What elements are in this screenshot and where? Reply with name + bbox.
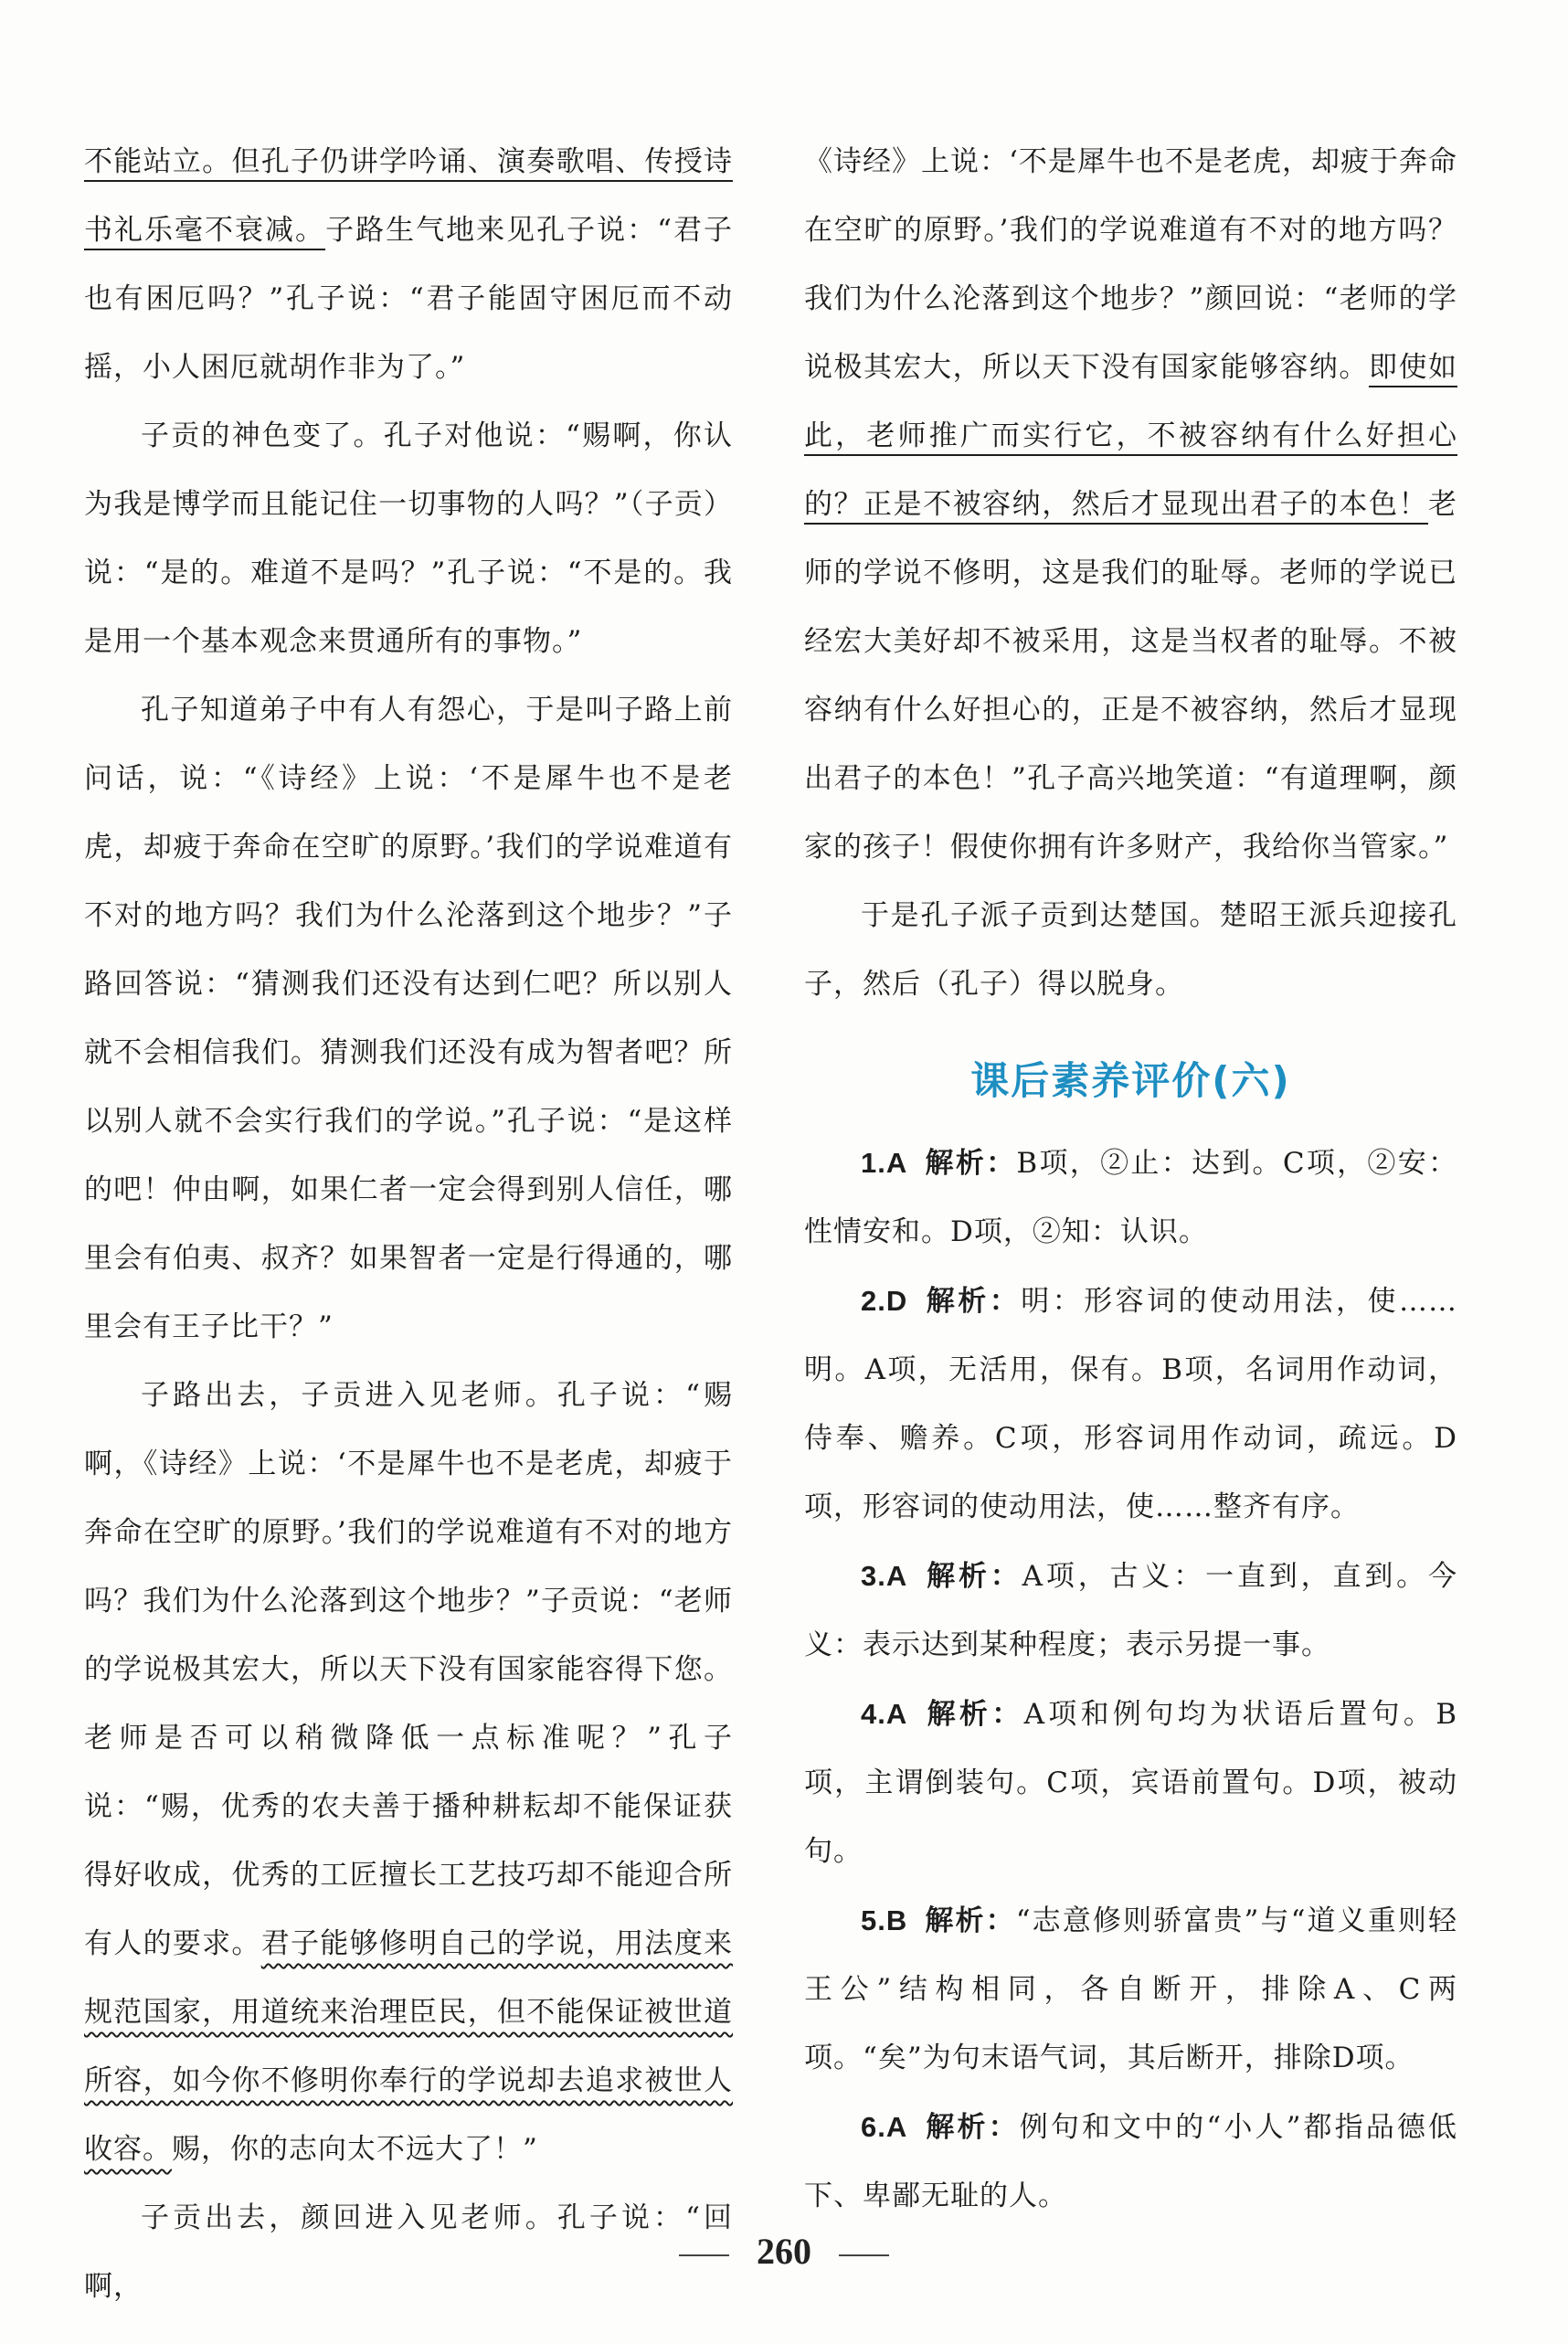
analysis-label: 解析： [924,2111,1020,2144]
answer-item [804,1886,1457,2093]
left-paragraph-3: 孔子知道弟子中有人有怨心，于是叫子路上前问话，说：“《诗经》上说：‘不是犀牛也不是老虎，却疲于奔命在空旷的原野。’我们的学说难道有不对的地方吗？我们为什么沦落到这个地步？”子路回答说：“猜测我们还没有达到仁吧？所以别人就不会相信我们。猜测我们还没有成为智者吧？所以别人就不会实行我们的学说。”孔子说：“是这样的吧！仲由啊，如果仁者一定会得到别人信任，哪里会有伯夷、叔齐？如果智者一定是行得通的，哪里会有王子比干？” [84,694,733,1343]
answer-text: A项和例句均为状语后置句。B项，主谓倒装句。C项，宾语前置句。D项，被动句。 [804,1698,1457,1868]
answer-item [804,1267,1457,1542]
paragraph-text: 《诗经》上说：‘不是犀牛也不是老虎，却疲于奔命在空旷的原野。’我们的学说难道有不对的地方吗？我们为什么沦落到这个地步？”颜回说：“老师的学说极其宏大，所以天下没有国家能够容纳。 [804,145,1457,384]
left-column [84,128,733,2321]
answer-item [804,1542,1457,1680]
answer-number: 2.D [861,1285,908,1317]
answer-item [804,2093,1457,2231]
left-paragraph-1 [84,128,733,402]
answer-number: 1.A [861,1147,908,1179]
answer-number: 4.A [861,1698,908,1730]
paragraph-text: 子路出去，子贡进入见老师。孔子说：“赐啊，《诗经》上说：‘不是犀牛也不是老虎，却疲于奔命在空旷的原野。’我们的学说难道有不对的地方吗？我们为什么沦落到这个地步？”子贡说：“老师的学说极其宏大，所以天下没有国家能容得下您。老师是否可以稍微降低一点标准呢？”孔子说：“赐，优秀的农夫善于播种耕耘却不能保证获得好收成，优秀的工匠擅长工艺技巧却不能迎合所有人的要求。 [84,1379,733,1960]
answer-list [804,1129,1457,2231]
analysis-label: 解析： [924,1285,1022,1318]
answer-number: 6.A [861,2111,908,2143]
answer-text: A项，古义：一直到，直到。今义：表示达到某种程度；表示另提一事。 [804,1560,1458,1661]
answer-item [804,1680,1457,1886]
answer-text: B项，②止：达到。C项，②安：性情安和。D项，②知：认识。 [804,1147,1458,1248]
page-number: 260 [757,2231,811,2272]
footer-dash-left [679,2254,729,2256]
analysis-label: 解析： [924,1560,1022,1593]
right-paragraph-1 [804,128,1457,882]
paragraph-text: 老师的学说不修明，这是我们的耻辱。老师的学说已经宏大美好却不被采用，这是当权者的耻辱。不被容纳有什么好担心的，正是不被容纳，然后才显现出君子的本色！”孔子高兴地笑道：“有道理啊，颜家的孩子！假使你拥有许多财产，我给你当管家。” [804,488,1457,864]
section-title: 课后素养评价(六) [970,1058,1291,1103]
left-paragraph-2: 子贡的神色变了。孔子对他说：“赐啊，你认为我是博学而且能记住一切事物的人吗？”（子贡）说：“是的。难道不是吗？”孔子说：“不是的。我是用一个基本观念来贯通所有的事物。” [84,419,733,658]
paragraph-text: 赐，你的志向太不远大了！” [172,2133,538,2166]
left-paragraph-4 [84,1362,733,2184]
answer-text: “志意修则骄富贵”与“道义重则轻王公”结构相同，各自断开，排除A、C两项。“矣”为句末语气词，其后断开，排除D项。 [804,1904,1458,2074]
analysis-label: 解析： [924,1904,1016,1937]
analysis-label: 解析： [924,1147,1017,1180]
underlined-sentence: 不能站立。但孔子仍讲学吟诵、演奏歌唱、传授诗书礼乐毫不衰减。 [84,145,733,247]
analysis-label: 解析： [924,1698,1024,1731]
page-footer [0,2230,1568,2273]
answer-text: 例句和文中的“小人”都指品德低下、卑鄙无耻的人。 [804,2111,1458,2212]
right-column [804,128,1457,2231]
left-paragraph-5: 子贡出去，颜回进入见老师。孔子说：“回啊， [84,2201,733,2303]
paragraph-text: 子路生气地来见孔子说：“君子也有困厄吗？”孔子说：“君子能固守困厄而不动摇，小人困厄就胡作非为了。” [84,214,733,384]
answer-number: 5.B [861,1904,908,1936]
right-paragraph-2: 于是孔子派子贡到达楚国。楚昭王派兵迎接孔子，然后（孔子）得以脱身。 [804,899,1457,1001]
underlined-sentence: 即使如此，老师推广而实行它，不被容纳有什么好担心的？正是不被容纳，然后才显现出君子的本色！ [804,351,1458,521]
answer-number: 3.A [861,1560,908,1592]
footer-dash-right [839,2254,889,2256]
wavy-underlined-sentence: 君子能够修明自己的学说，用法度来规范国家，用道统来治理臣民，但不能保证被世道所容，如今你不修明你奉行的学说却去追求被世人收容。 [84,1927,734,2166]
answer-text: 明：形容词的使动用法，使……明。A项，无活用，保有。B项，名词用作动词，侍奉、赡养。C项，形容词用作动词，疏远。D项，形容词的使动用法，使……整齐有序。 [804,1285,1457,1523]
answer-item [804,1129,1457,1267]
